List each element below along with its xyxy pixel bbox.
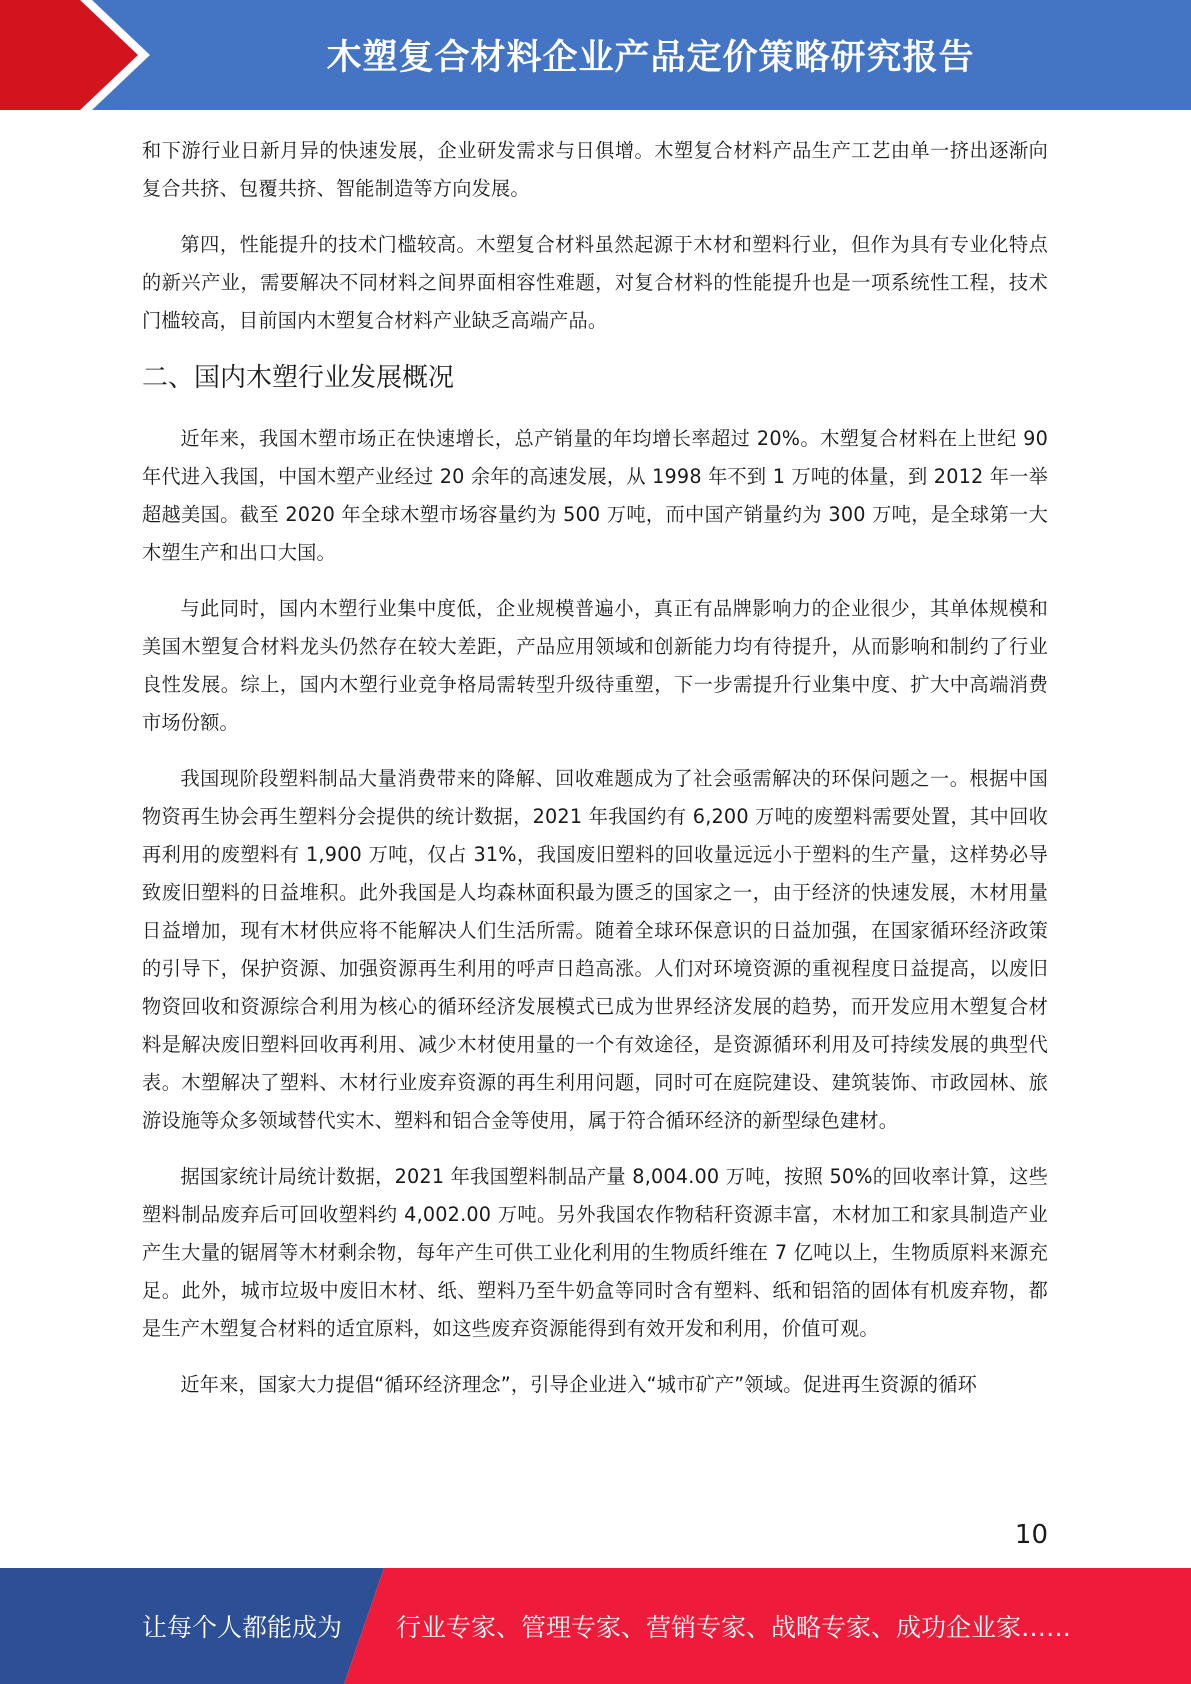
footer-slogan-left: 让每个人都能成为 (142, 1613, 343, 1642)
document-title: 木塑复合材料企业产品定价策略研究报告 (326, 38, 975, 78)
paragraph: 近年来，国家大力提倡“循环经济理念”，引导企业进入“城市矿产”领域。促进再生资源的循环 (180, 1373, 978, 1396)
footer-slogan-right: 行业专家、管理专家、营销专家、战略专家、成功企业家…… (396, 1613, 1072, 1642)
paragraph: 第四，性能提升的技术门槛较高。木塑复合材料虽然起源于木材和塑料行业，但作为具有专业化特点的新兴产业，需要解决不同材料之间界面相容性难题，对复合材料的性能提升也是一项系统性工程，技术门槛较高，目前国内木塑复合材料产业缺乏高端产品。 (142, 233, 1048, 332)
paragraph-continuation: 和下游行业日新月异的快速发展，企业研发需求与日俱增。木塑复合材料产品生产工艺由单一挤出逐渐向复合共挤、包覆共挤、智能制造等方向发展。 (142, 139, 1048, 200)
paragraph: 我国现阶段塑料制品大量消费带来的降解、回收难题成为了社会亟需解决的环保问题之一。根据中国物资再生协会再生塑料分会提供的统计数据，2021 年我国约有 6,200 万吨的废塑料需要处置，其中回收再利用的废塑料有 1,900 万吨，仅占 31%，我国废旧塑料的回收量远远小于塑料的生产量，这样势必导致废旧塑料的日益堆积。此外我国是人均森林面积最为匮乏的国家之一，由于经济的快速发展，木材用量日益增加，现有木材供应将不能解决人们生活所需。随着全球环保意识的日益加强，在国家循环经济政策的引导下，保护资源、加强资源再生利用的呼声日趋高涨。人们对环境资源的重视程度日益提高，以废旧物资回收和资源综合利用为核心的循环经济发展模式已成为世界经济发展的趋势，而开发应用木塑复合材料是解决废旧塑料回收再利用、减少木材使用量的一个有效途径，是资源循环利用及可持续发展的典型代表。木塑解决了塑料、木材行业废弃资源的再生利用问题，同时可在庭院建设、建筑装饰、市政园林、旅游设施等众多领域替代实木、塑料和铝合金等使用，属于符合循环经济的新型绿色建材。 (142, 767, 1048, 1132)
paragraph: 据国家统计局统计数据，2021 年我国塑料制品产量 8,004.00 万吨，按照 50%的回收率计算，这些塑料制品废弃后可回收塑料约 4,002.00 万吨。另外我国农作物秸秆资源丰富，木材加工和家具制造产业产生大量的锯屑等木材剩余物，每年产生可供工业化利用的生物质纤维在 7 亿吨以上，生物质原料来源充足。此外，城市垃圾中废旧木材、纸、塑料乃至牛奶盒等同时含有塑料、纸和铝箔的固体有机废弃物，都是生产木塑复合材料的适宜原料，如这些废弃资源能得到有效开发和利用，价值可观。 (142, 1165, 1048, 1340)
paragraph: 与此同时，国内木塑行业集中度低，企业规模普遍小，真正有品牌影响力的企业很少，其单体规模和美国木塑复合材料龙头仍然存在较大差距，产品应用领域和创新能力均有待提升，从而影响和制约了行业良性发展。综上，国内木塑行业竞争格局需转型升级待重塑，下一步需提升行业集中度、扩大中高端消费市场份额。 (142, 597, 1048, 734)
header-arrow-decoration (0, 0, 150, 110)
section-heading: 二、国内木塑行业发展概况 (142, 363, 455, 393)
footer-banner (0, 1568, 1191, 1684)
header-banner (0, 0, 1191, 110)
page-number: 10 (1014, 1520, 1048, 1550)
document-body (142, 132, 1048, 1422)
paragraph: 近年来，我国木塑市场正在快速增长，总产销量的年均增长率超过 20%。木塑复合材料在上世纪 90 年代进入我国，中国木塑产业经过 20 余年的高速发展，从 1998 年不到 1 万吨的体量，到 2012 年一举超越美国。截至 2020 年全球木塑市场容量约为 500 万吨，而中国产销量约为 300 万吨，是全球第一大木塑生产和出口大国。 (142, 427, 1048, 564)
